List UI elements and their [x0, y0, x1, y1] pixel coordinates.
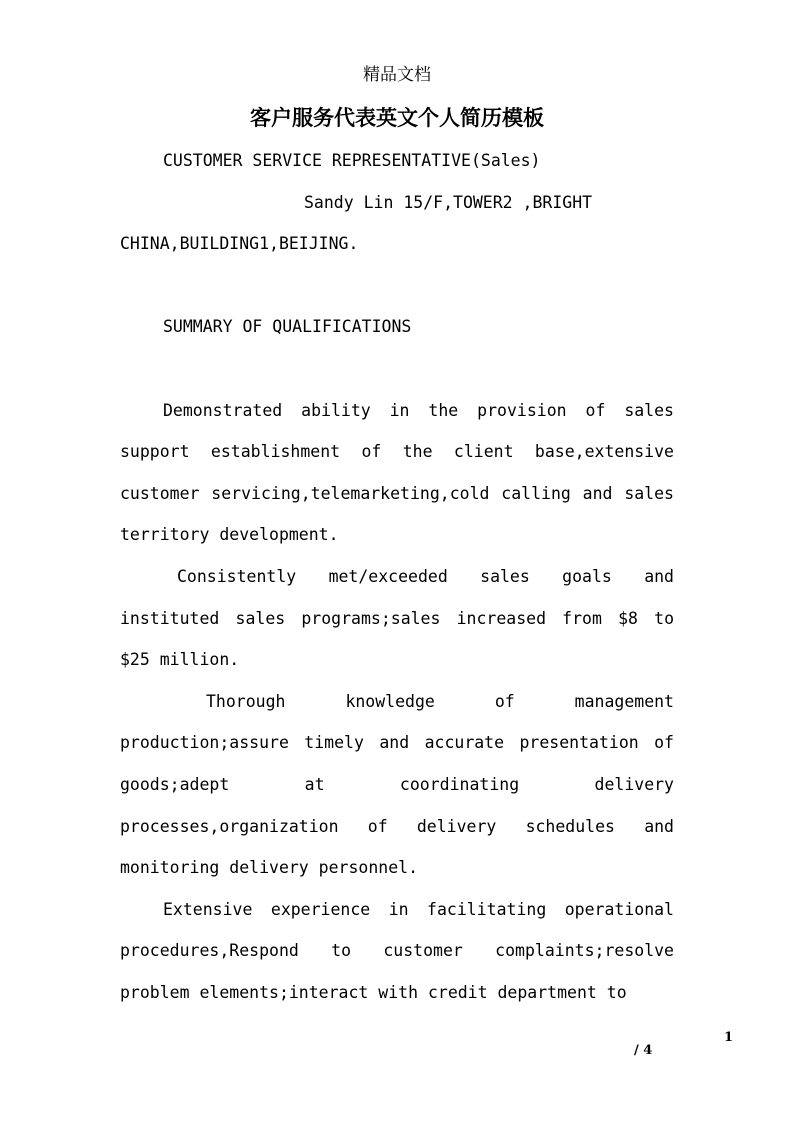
summary-paragraph: Consistently met/exceeded sales goals and instituted sales programs;sales increased from $8 to $25 million.: [120, 566, 674, 670]
spacer: [120, 348, 674, 390]
name-address-line: Sandy Lin 15/F,TOWER2 ,BRIGHT: [304, 192, 593, 212]
address-line: CHINA,BUILDING1,BEIJING.: [120, 234, 359, 254]
summary-paragraph: Extensive experience in facilitating operational procedures,Respond to customer complaints;resolve problem elements;interact with credit department to: [120, 899, 674, 1002]
page-total: / 4: [634, 1043, 653, 1058]
document-title: 客户服务代表英文个人简历模板: [250, 105, 544, 130]
spacer: [120, 265, 674, 307]
summary-paragraph: Demonstrated ability in the provision of sales support establishment of the client base,extensive customer servicing,telemarketing,cold calling and sales territory development.: [120, 400, 674, 545]
section-heading: SUMMARY OF QUALIFICATIONS: [163, 317, 412, 337]
document-body: [120, 140, 674, 1013]
page-number: 1: [724, 1030, 734, 1045]
header-label: 精品文档: [363, 65, 431, 85]
position-line: CUSTOMER SERVICE REPRESENTATIVE(Sales): [163, 151, 541, 170]
summary-paragraph: Thorough knowledge of management production;assure timely and accurate presentation of goods;adept at coordinating delivery processes,organization of delivery schedules and monitoring delivery personnel.: [120, 691, 674, 878]
